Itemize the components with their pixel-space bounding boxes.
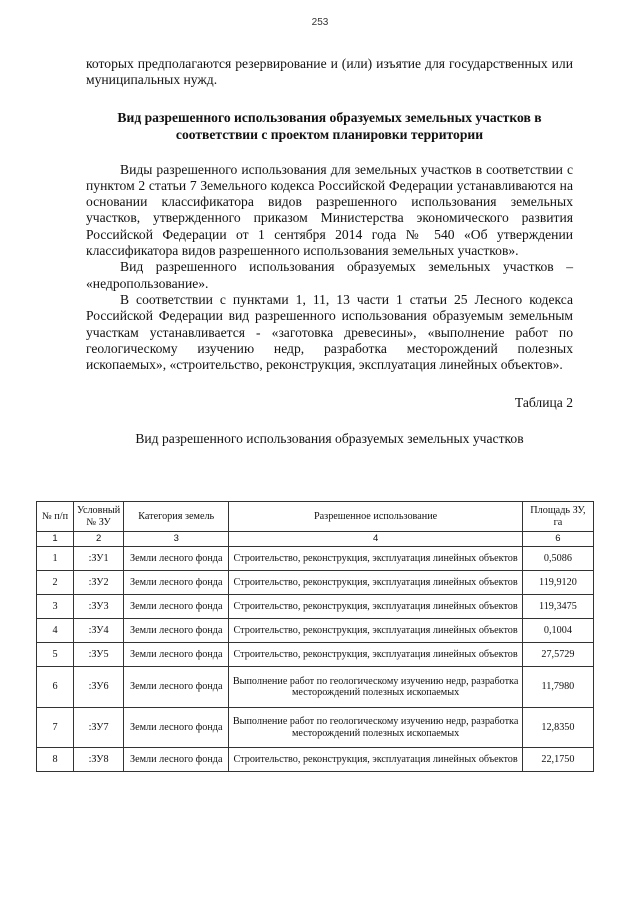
paragraph-classifier: Виды разрешенного использования для земельных участков в соответствии с пунктом 2 статьи 7 Земельного кодекса Российской Федерации устанавливаются на основании классификатора видов разрешенного использования земельных участков, утвержденного приказом Министерства экономического развития Российской Федерации от 1 сентября 2014 года № 540 «Об утверждении классификатора видов разрешенного использования земельных участков». xyxy=(86,161,573,259)
row-permitted-use: Строительство, реконструкция, эксплуатация линейных объектов xyxy=(229,619,523,643)
row-permitted-use: Строительство, реконструкция, эксплуатация линейных объектов xyxy=(229,643,523,667)
row-zu: :ЗУ6 xyxy=(74,667,124,708)
row-category: Земли лесного фонда xyxy=(124,547,229,571)
paragraph-forest-code: В соответствии с пунктами 1, 11, 13 части 1 статьи 25 Лесного кодекса Российской Федерации вид разрешенного использования образуемым земельным участкам устанавливается - «заготовка древесины», «выполнение работ по геологическому изучению недр, разработка месторождений полезных ископаемых», «строительство, реконструкция, эксплуатация линейных объектов». xyxy=(86,291,573,373)
row-area: 119,3475 xyxy=(522,595,593,619)
paragraph-permitted-use: Вид разрешенного использования образуемых земельных участков – «недропользование». xyxy=(86,259,573,291)
table-label: Таблица 2 xyxy=(514,395,573,411)
table-header-row xyxy=(37,502,594,532)
row-permitted-use: Строительство, реконструкция, эксплуатация линейных объектов xyxy=(229,748,523,772)
row-zu: :ЗУ3 xyxy=(74,595,124,619)
row-category: Земли лесного фонда xyxy=(124,571,229,595)
table-row xyxy=(37,619,594,643)
row-category: Земли лесного фонда xyxy=(124,595,229,619)
table-row xyxy=(37,643,594,667)
table-caption: Вид разрешенного использования образуемых земельных участков xyxy=(135,430,524,446)
header-zu: Условный № ЗУ xyxy=(74,502,124,532)
row-number: 7 xyxy=(37,708,74,748)
row-zu: :ЗУ7 xyxy=(74,708,124,748)
row-area: 27,5729 xyxy=(522,643,593,667)
table-column-numbers xyxy=(37,532,594,547)
header-area: Площадь ЗУ, га xyxy=(522,502,593,532)
row-number: 5 xyxy=(37,643,74,667)
table-row xyxy=(37,595,594,619)
column-number: 3 xyxy=(124,532,229,547)
row-area: 119,9120 xyxy=(522,571,593,595)
intro-paragraph: которых предполагаются резервирование и (или) изъятие для государственных или муниципальных нужд. xyxy=(86,56,573,88)
row-zu: :ЗУ4 xyxy=(74,619,124,643)
table-row xyxy=(37,547,594,571)
column-number: 4 xyxy=(229,532,523,547)
row-category: Земли лесного фонда xyxy=(124,643,229,667)
row-area: 0,5086 xyxy=(522,547,593,571)
row-number: 8 xyxy=(37,748,74,772)
row-area: 12,8350 xyxy=(522,708,593,748)
row-permitted-use: Строительство, реконструкция, эксплуатация линейных объектов xyxy=(229,571,523,595)
table-row xyxy=(37,667,594,708)
row-number: 1 xyxy=(37,547,74,571)
column-number: 1 xyxy=(37,532,74,547)
row-zu: :ЗУ1 xyxy=(74,547,124,571)
row-permitted-use: Выполнение работ по геологическому изучению недр, разработка месторождений полезных ископаемых xyxy=(229,708,523,748)
land-use-table xyxy=(36,501,594,772)
row-area: 0,1004 xyxy=(522,619,593,643)
column-number: 6 xyxy=(522,532,593,547)
row-category: Земли лесного фонда xyxy=(124,667,229,708)
row-number: 6 xyxy=(37,667,74,708)
page-number: 253 xyxy=(311,17,329,28)
table-row xyxy=(37,708,594,748)
row-area: 11,7980 xyxy=(522,667,593,708)
column-number: 2 xyxy=(74,532,124,547)
row-permitted-use: Строительство, реконструкция, эксплуатация линейных объектов xyxy=(229,595,523,619)
row-zu: :ЗУ5 xyxy=(74,643,124,667)
table-body xyxy=(37,547,594,772)
section-heading: Вид разрешенного использования образуемых земельных участков в соответствии с проектом планировки территории xyxy=(117,109,542,142)
row-zu: :ЗУ8 xyxy=(74,748,124,772)
table-row xyxy=(37,571,594,595)
row-number: 2 xyxy=(37,571,74,595)
row-number: 3 xyxy=(37,595,74,619)
header-number: № п/п xyxy=(37,502,74,532)
row-number: 4 xyxy=(37,619,74,643)
header-category: Категория земель xyxy=(124,502,229,532)
row-zu: :ЗУ2 xyxy=(74,571,124,595)
header-permitted-use: Разрешенное использование xyxy=(229,502,523,532)
row-category: Земли лесного фонда xyxy=(124,708,229,748)
row-category: Земли лесного фонда xyxy=(124,619,229,643)
table-row xyxy=(37,748,594,772)
document-body xyxy=(86,56,573,447)
row-category: Земли лесного фонда xyxy=(124,748,229,772)
row-area: 22,1750 xyxy=(522,748,593,772)
row-permitted-use: Выполнение работ по геологическому изучению недр, разработка месторождений полезных ископаемых xyxy=(229,667,523,708)
row-permitted-use: Строительство, реконструкция, эксплуатация линейных объектов xyxy=(229,547,523,571)
